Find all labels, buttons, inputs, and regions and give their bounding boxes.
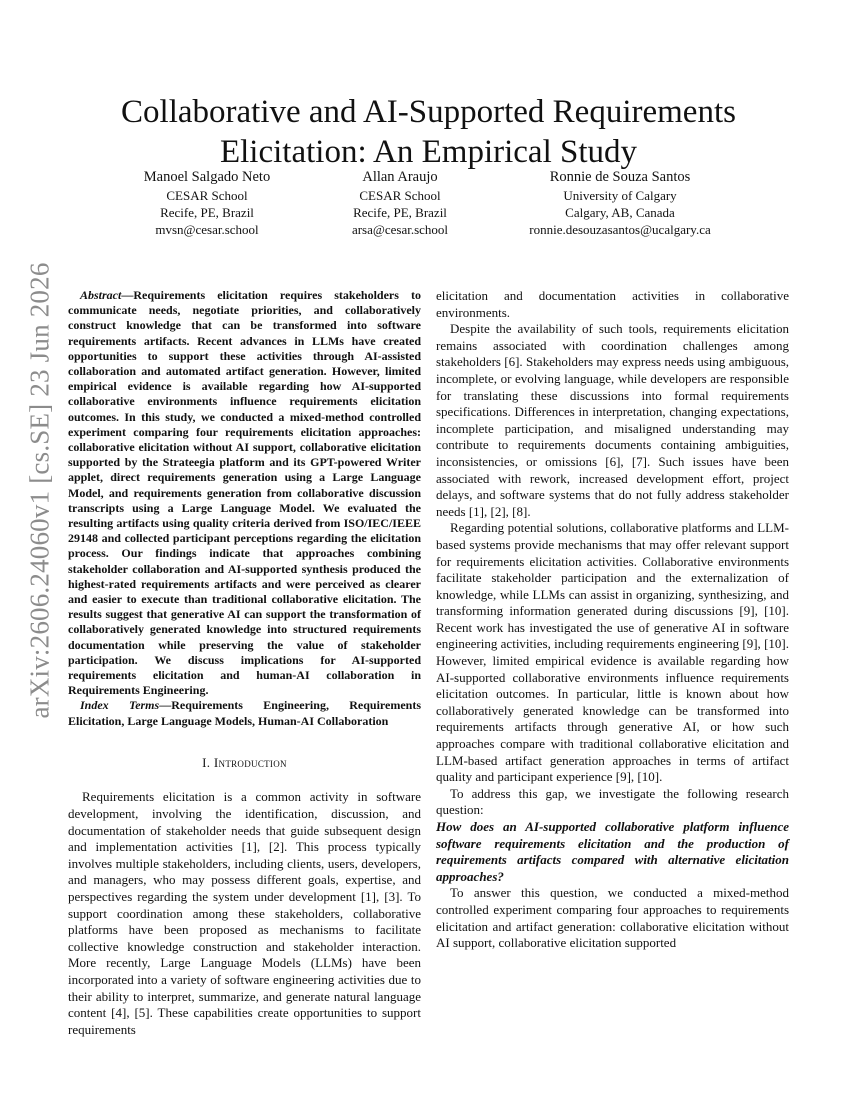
- research-question: How does an AI-supported collaborative platform influence software requirements elicitation and the production of requirements artifacts compared with alternative elicitation approaches?: [436, 819, 789, 884]
- index-terms: [68, 698, 421, 728]
- abstract-lead: Abstract: [80, 288, 122, 302]
- author-3: [500, 168, 740, 238]
- author-email: arsa@cesar.school: [351, 222, 449, 237]
- paper-title: Collaborative and AI-Supported Requirements Elicitation: An Empirical Study: [121, 94, 736, 171]
- right-column: [436, 288, 789, 952]
- author-email: ronnie.desouzasantos@ucalgary.ca: [529, 222, 711, 237]
- author-2: [320, 168, 480, 238]
- author-name: Manoel Salgado Neto: [143, 169, 271, 185]
- author-email: mvsn@cesar.school: [155, 222, 259, 237]
- body-paragraph: elicitation and documentation activities in collaborative environments.: [436, 288, 789, 320]
- section-heading-introduction: I. Introduction: [202, 754, 287, 770]
- author-name: Ronnie de Souza Santos: [549, 169, 691, 185]
- index-terms-text: —Requirements Engineering, Requirements Elicitation, Large Language Models, Human-AI Collaboration: [68, 698, 422, 728]
- abstract: [68, 288, 421, 698]
- arxiv-identifier-text: arXiv:2606.24060v1 [cs.SE] 23 Jun 2026: [24, 261, 55, 719]
- body-paragraph: Despite the availability of such tools, requirements elicitation remains associated with coordination challenges among stakeholders [6]. Stakeholders may express needs using ambiguous, incomplete, or evolving language, while developers are responsible for translating these discussions into formal requirements specifications. Differences in interpretation, changing expectations, incomplete participation, and misaligned understanding may contribute to requirements documents containing ambiguities, inconsistencies, or omissions [6], [7]. Such issues have been associated with rework, increased development effort, project delays, and software systems that do not fully address stakeholder needs [1], [2], [8].: [436, 321, 789, 519]
- abstract-text: —Requirements elicitation requires stakeholders to communicate needs, negotiate priorities, and collaboratively construct knowledge that can be transformed into software requirements artifacts. Recent advances in LLMs have created opportunities to support these activities through AI-assisted collaboration and automated artifact generation. However, limited empirical evidence is available regarding how AI-supported collaborative environments influence requirements elicitation outcomes. In this study, we conducted a mixed-method controlled experiment comparing four requirements elicitation approaches: collaborative elicitation without AI support, collaborative elicitation supported by the Strateegia platform and its GPT-powered Writer applet, direct requirements generation using a Large Language Model, and requirements generation from collaborative discussion transcripts using a Large Language Model. We evaluated the resulting artifacts using quality criteria derived from ISO/IEC/IEEE 29148 and collected participant perceptions regarding the elicitation process. Our findings indicate that approaches combining stakeholder collaboration and AI-supported synthesis produced the highest-rated requirements artifacts and were perceived as clearer and easier to execute than traditional collaborative elicitation. The results suggest that generative AI can support the transformation of collaboratively generated knowledge into structured requirements documentation while preserving the value of stakeholder participation. We discuss implications for AI-supported requirements elicitation and human-AI collaboration in Requirements Engineering.: [68, 288, 421, 698]
- body-paragraph: To address this gap, we investigate the following research question:: [436, 785, 789, 818]
- arxiv-identifier-stamp: [10, 261, 70, 719]
- author-affiliation: CESAR School: [166, 188, 248, 203]
- author-name: Allan Araujo: [362, 169, 438, 185]
- author-1: [107, 168, 307, 238]
- author-affiliation: University of Calgary: [563, 188, 677, 203]
- author-location: Recife, PE, Brazil: [353, 205, 447, 220]
- author-location: Recife, PE, Brazil: [160, 205, 254, 220]
- author-affiliation: CESAR School: [359, 188, 441, 203]
- author-location: Calgary, AB, Canada: [565, 205, 675, 220]
- body-paragraph: Requirements elicitation is a common activity in software development, involving the identification, discussion, and documentation of stakeholder needs that guide subsequent design and implementation activities [1], [2]. This process typically involves multiple stakeholders, including clients, users, developers, and managers, who may possess different goals, expertise, and perspectives regarding the system under development [1], [3]. To support coordination among these stakeholders, collaborative platforms have been proposed as mechanisms to facilitate collective knowledge construction and stakeholder interaction. More recently, Large Language Models (LLMs) have been incorporated into a variety of software engineering activities due to their ability to interpret, summarize, and generate natural language content [4], [5]. These capabilities create opportunities to support requirements: [68, 789, 421, 1037]
- body-paragraph: To answer this question, we conducted a mixed-method controlled experiment comparing four approaches to requirements elicitation and artifact generation: collaborative elicitation without AI support, collaborative elicitation supported: [436, 885, 789, 951]
- index-terms-lead: Index Terms: [80, 698, 160, 713]
- left-column: [68, 288, 421, 1038]
- body-paragraph: Regarding potential solutions, collaborative platforms and LLM-based systems provide mechanisms that may offer relevant support for requirements elicitation activities. Collaborative environments facilitate stakeholder participation and the externalization of knowledge, while LLMs can assist in organizing, synthesizing, and transforming information generated during discussions [9], [10]. Recent work has investigated the use of generative AI in software engineering activities, including requirements engineering [9], [10]. However, limited empirical evidence is available regarding how AI-supported collaborative environments influence requirements elicitation outcomes. In particular, little is known about how collaboratively generated knowledge can be transformed into requirements artifacts through generative AI, or how such approaches compare with traditional collaborative elicitation and LLM-based artifact generation approaches in terms of artifact quality and participant experience [9], [10].: [436, 520, 789, 785]
